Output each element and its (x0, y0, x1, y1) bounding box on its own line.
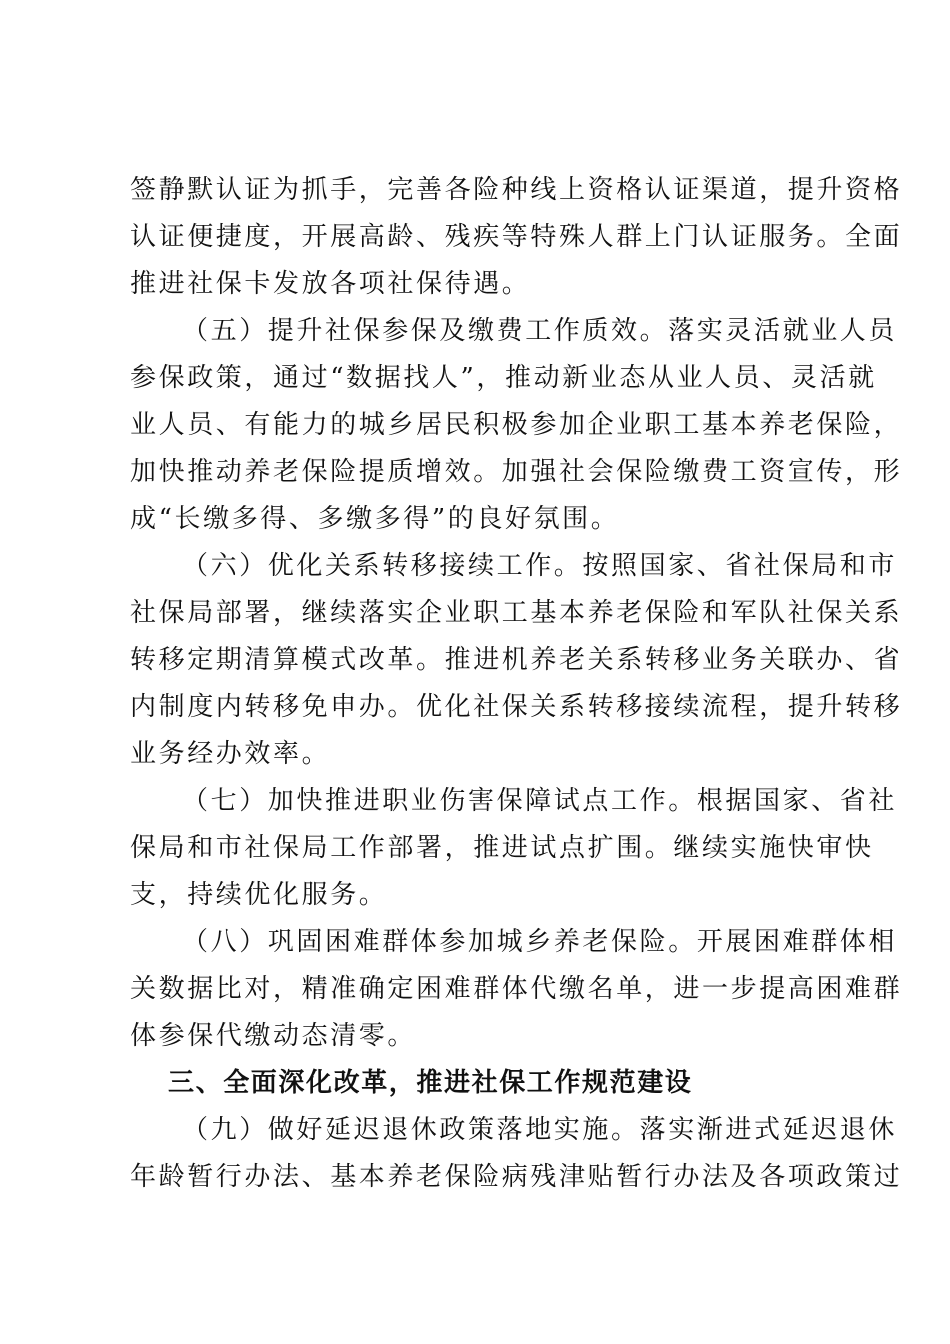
paragraph-line: 内制度内转移免申办。优化社保关系转移接续流程，提升转移 (130, 692, 903, 722)
paragraph-line: 年龄暂行办法、基本养老保险病残津贴暂行办法及各项政策过 (130, 1162, 903, 1192)
paragraph-line: 业人员、有能力的城乡居民积极参加企业职工基本养老保险， (130, 410, 903, 440)
paragraph-line: 推进社保卡发放各项社保待遇。 (130, 269, 531, 299)
paragraph-line: 保局和市社保局工作部署，推进试点扩围。继续实施快审快 (130, 833, 874, 863)
paragraph-line: 加快推动养老保险提质增效。加强社会保险缴费工资宣传，形 (130, 457, 903, 487)
paragraph-line: 支，持续优化服务。 (130, 880, 388, 910)
paragraph-line: 关数据比对，精准确定困难群体代缴名单，进一步提高困难群 (130, 974, 903, 1004)
paragraph-line: 业务经办效率。 (130, 739, 331, 769)
paragraph-line: 签静默认证为抓手，完善各险种线上资格认证渠道，提升资格 (130, 175, 903, 205)
paragraph-line: 参保政策，通过“数据找人”，推动新业态从业人员、灵活就 (130, 363, 877, 393)
paragraph-line: 体参保代缴动态清零。 (130, 1021, 417, 1051)
section-7-first-line: （七）加快推进职业伤害保障试点工作。根据国家、省社 (182, 786, 898, 816)
section-6-first-line: （六）优化关系转移接续工作。按照国家、省社保局和市 (182, 551, 898, 581)
section-heading: 三、全面深化改革，推进社保工作规范建设 (168, 1068, 693, 1098)
paragraph-line: 社保局部署，继续落实企业职工基本养老保险和军队社保关系 (130, 598, 903, 628)
section-8-first-line: （八）巩固困难群体参加城乡养老保险。开展困难群体相 (182, 927, 898, 957)
section-5-first-line: （五）提升社保参保及缴费工作质效。落实灵活就业人员 (182, 316, 898, 346)
paragraph-line: 转移定期清算模式改革。推进机养老关系转移业务关联办、省 (130, 645, 903, 675)
paragraph-line: 认证便捷度，开展高龄、残疾等特殊人群上门认证服务。全面 (130, 222, 903, 252)
paragraph-line: 成“长缴多得、多缴多得”的良好氛围。 (130, 504, 620, 534)
section-9-first-line: （九）做好延迟退休政策落地实施。落实渐进式延迟退休 (182, 1115, 898, 1145)
